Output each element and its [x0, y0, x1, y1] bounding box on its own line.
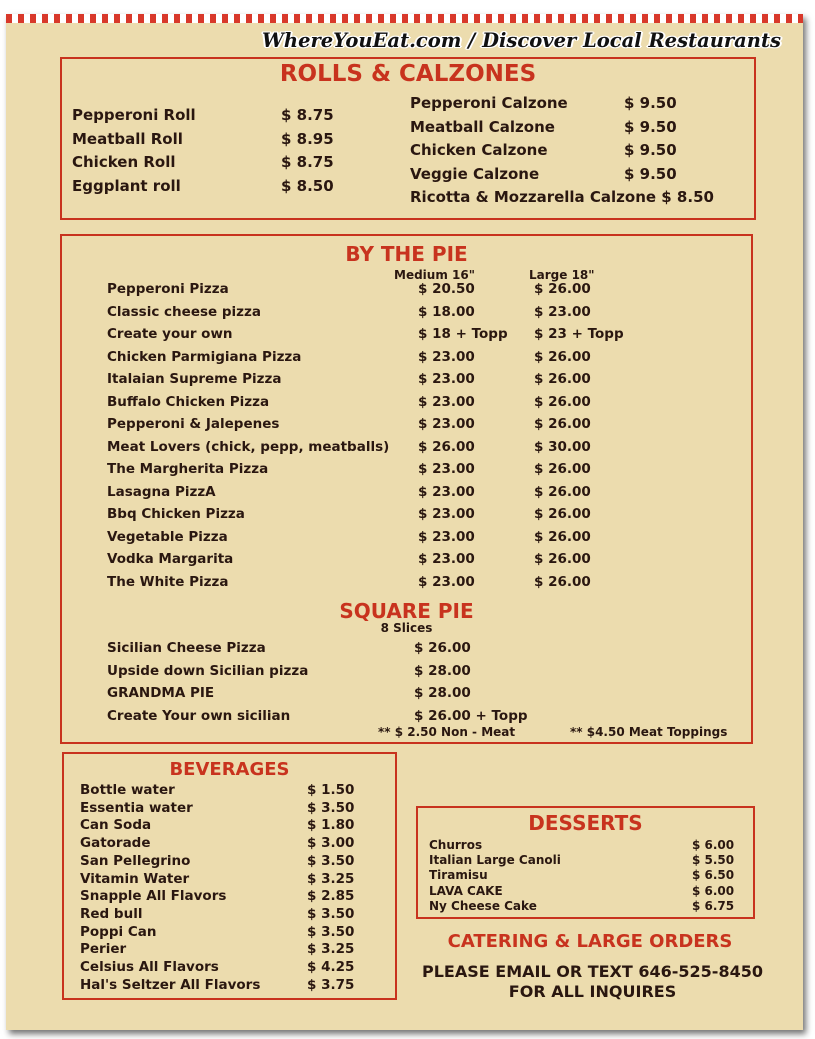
- beverage-price: $ 3.50: [307, 905, 355, 922]
- catering-contact: PLEASE EMAIL OR TEXT 646-525-8450: [422, 962, 763, 981]
- roll-name: Chicken Roll: [72, 153, 176, 171]
- dessert-name: Ny Cheese Cake: [429, 898, 537, 913]
- pie-item-name: Classic cheese pizza: [107, 303, 261, 320]
- beverage-price: $ 2.85: [307, 888, 355, 905]
- pie-large-price: $ 30.00: [534, 438, 591, 455]
- meat-topping-note: ** $4.50 Meat Toppings: [570, 725, 728, 739]
- beverage-name: Celsius All Flavors: [80, 959, 219, 975]
- calzone-name: Meatball Calzone: [410, 117, 555, 136]
- dessert-price: $ 6.75: [692, 898, 735, 913]
- large-column-header: Large 18": [529, 268, 595, 282]
- beverage-price: $ 1.50: [307, 782, 355, 798]
- square-item-price: $ 26.00 + Topp: [414, 707, 528, 724]
- beverages-heading: BEVERAGES: [169, 759, 290, 780]
- calzone-price: $ 9.50: [624, 164, 677, 183]
- pie-item-name: Lasagna PizzA: [107, 483, 216, 500]
- nonmeat-topping-note: ** $ 2.50 Non - Meat: [378, 725, 516, 739]
- pie-item-name: Meat Lovers (chick, pepp, meatballs): [107, 438, 390, 455]
- pie-large-price: $ 26.00: [534, 461, 591, 477]
- dessert-price: $ 5.50: [692, 853, 735, 868]
- beverage-name: Essentia water: [80, 799, 193, 816]
- pie-medium-price: $ 23.00: [418, 393, 475, 410]
- roll-price: $ 8.75: [281, 153, 334, 171]
- beverage-price: $ 3.50: [307, 799, 355, 816]
- beverage-price: $ 3.50: [307, 923, 355, 940]
- pie-large-price: $ 23.00: [534, 303, 591, 320]
- calzone-price: $ 9.50: [624, 94, 677, 112]
- pie-item-name: Italaian Supreme Pizza: [107, 371, 282, 387]
- dessert-name: Churros: [429, 838, 483, 852]
- pie-medium-price: $ 18 + Topp: [418, 326, 508, 342]
- pie-item-name: Create your own: [107, 326, 233, 342]
- pie-medium-price: $ 23.00: [418, 416, 475, 432]
- pie-medium-price: $ 23.00: [418, 573, 475, 590]
- pie-large-price: $ 23 + Topp: [534, 326, 624, 342]
- calzone-name: Veggie Calzone: [410, 164, 540, 183]
- pie-item-name: Pepperoni & Jalepenes: [107, 416, 280, 432]
- dessert-name: Italian Large Canoli: [429, 853, 561, 868]
- beverage-name: San Pellegrino: [80, 852, 191, 869]
- catering-heading: CATERING & LARGE ORDERS: [447, 931, 733, 952]
- square-item-price: $ 26.00: [414, 640, 471, 656]
- square-item-price: $ 28.00: [414, 685, 471, 701]
- desserts-heading: DESSERTS: [528, 811, 643, 835]
- beverage-price: $ 3.00: [307, 835, 355, 852]
- square-item-name: Create Your own sicilian: [107, 707, 291, 724]
- medium-column-header: Medium 16": [394, 268, 475, 282]
- square-item-price: $ 28.00: [414, 662, 471, 679]
- dessert-name: LAVA CAKE: [429, 883, 503, 898]
- beverage-name: Vitamin Water: [80, 870, 190, 887]
- pie-item-name: Chicken Parmigiana Pizza: [107, 348, 302, 365]
- beverage-name: Hal's Seltzer All Flavors: [80, 976, 261, 993]
- pie-large-price: $ 26.00: [534, 483, 591, 500]
- dessert-price: $ 6.00: [692, 838, 735, 852]
- pie-large-price: $ 26.00: [534, 573, 591, 590]
- pie-item-name: The White Pizza: [107, 573, 229, 590]
- dessert-price: $ 6.00: [692, 883, 735, 898]
- roll-price: $ 8.95: [281, 129, 334, 148]
- pie-medium-price: $ 23.00: [418, 483, 475, 500]
- pie-large-price: $ 26.00: [534, 506, 591, 522]
- beverage-name: Can Soda: [80, 817, 152, 834]
- dessert-name: Tiramisu: [429, 868, 488, 883]
- calzone-price: $ 9.50: [624, 117, 677, 136]
- beverage-name: Snapple All Flavors: [80, 888, 227, 905]
- beverage-price: $ 4.25: [307, 959, 355, 975]
- pie-large-price: $ 26.00: [534, 416, 591, 432]
- beverage-name: Poppi Can: [80, 923, 157, 940]
- square-item-name: GRANDMA PIE: [107, 685, 215, 701]
- pie-item-name: Pepperoni Pizza: [107, 281, 229, 297]
- site-title: WhereYouEat.com / Discover Local Restaurants: [262, 29, 781, 52]
- pie-medium-price: $ 20.50: [418, 281, 475, 297]
- beverage-name: Gatorade: [80, 835, 151, 852]
- pie-large-price: $ 26.00: [534, 393, 591, 410]
- pie-large-price: $ 26.00: [534, 528, 591, 545]
- beverage-name: Red bull: [80, 905, 143, 922]
- square-item-name: Sicilian Cheese Pizza: [107, 640, 266, 656]
- dessert-price: $ 6.50: [692, 868, 735, 883]
- calzone-name: Chicken Calzone: [410, 141, 548, 159]
- square-heading: SQUARE PIE: [339, 599, 474, 623]
- beverage-name: Perier: [80, 941, 127, 958]
- pie-medium-price: $ 23.00: [418, 551, 475, 567]
- pie-item-name: Vodka Margarita: [107, 551, 234, 567]
- calzone-name: Pepperoni Calzone: [410, 94, 568, 112]
- pie-item-name: Buffalo Chicken Pizza: [107, 393, 270, 410]
- beverage-price: $ 3.75: [307, 976, 355, 993]
- checkered-border: [6, 14, 803, 23]
- beverage-price: $ 3.25: [307, 941, 355, 958]
- roll-price: $ 8.50: [281, 176, 334, 195]
- pie-large-price: $ 26.00: [534, 348, 591, 365]
- square-item-name: Upside down Sicilian pizza: [107, 662, 309, 679]
- calzone-name: Ricotta & Mozzarella Calzone $ 8.50: [410, 188, 714, 206]
- pie-large-price: $ 26.00: [534, 551, 591, 567]
- pie-large-price: $ 26.00: [534, 371, 591, 387]
- pie-item-name: Vegetable Pizza: [107, 528, 228, 545]
- pie-item-name: The Margherita Pizza: [107, 461, 269, 477]
- pie-medium-price: $ 23.00: [418, 348, 475, 365]
- pie-medium-price: $ 23.00: [418, 506, 475, 522]
- pie-medium-price: $ 23.00: [418, 371, 475, 387]
- square-subheading: 8 Slices: [380, 621, 433, 635]
- calzone-price: $ 9.50: [624, 141, 677, 159]
- rolls-heading: ROLLS & CALZONES: [279, 61, 537, 87]
- pie-medium-price: $ 26.00: [418, 438, 475, 455]
- roll-name: Pepperoni Roll: [72, 106, 196, 124]
- beverage-price: $ 3.50: [307, 852, 355, 869]
- pie-medium-price: $ 23.00: [418, 528, 475, 545]
- pie-large-price: $ 26.00: [534, 281, 591, 297]
- roll-name: Eggplant roll: [72, 176, 181, 195]
- roll-price: $ 8.75: [281, 106, 334, 124]
- pie-item-name: Bbq Chicken Pizza: [107, 506, 245, 522]
- beverage-price: $ 3.25: [307, 870, 355, 887]
- pie-medium-price: $ 18.00: [418, 303, 475, 320]
- catering-inquiries: FOR ALL INQUIRES: [508, 982, 677, 1001]
- pie-medium-price: $ 23.00: [418, 461, 475, 477]
- pie-heading: BY THE PIE: [345, 242, 468, 266]
- roll-name: Meatball Roll: [72, 129, 183, 148]
- beverage-name: Bottle water: [80, 782, 175, 798]
- beverage-price: $ 1.80: [307, 817, 355, 834]
